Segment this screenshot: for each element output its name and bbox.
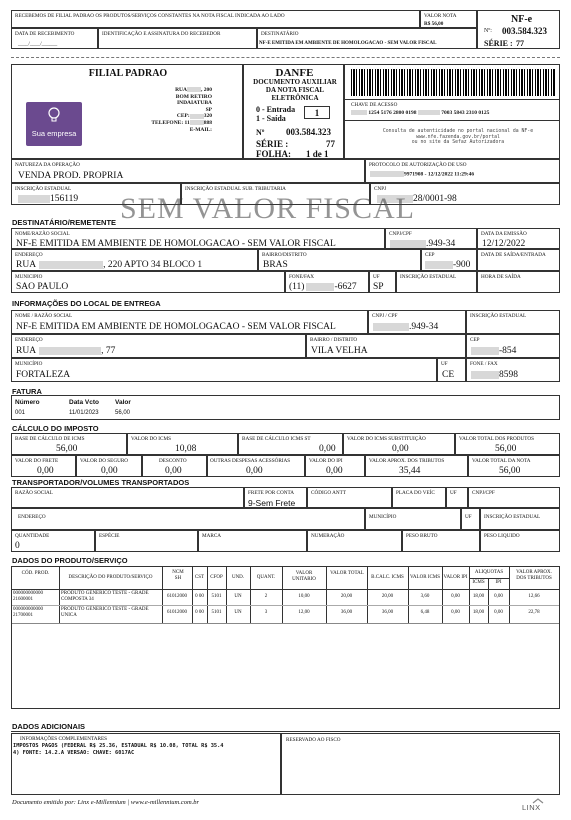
emitente-telefone: 888 <box>203 119 212 126</box>
danfe-saida: 1 - Saída <box>256 114 286 123</box>
info-label: INFORMAÇÕES COMPLEMENTARES <box>20 736 108 742</box>
dest-municipio-box <box>11 271 285 293</box>
transp-uf <box>446 487 468 508</box>
canhoto-destinatario-box <box>257 28 477 49</box>
transp-ie-label: INSCRIÇÃO ESTADUAL <box>484 514 541 520</box>
transp-uf2 <box>461 508 480 530</box>
dest-hora-box <box>477 271 560 293</box>
dest-ie-label: INSCRIÇÃO ESTADUAL <box>400 274 457 280</box>
ie-label: INSCRIÇÃO ESTADUAL <box>15 186 72 192</box>
col-aliq-icms: ICMS <box>472 580 485 585</box>
transp-frete <box>244 487 307 508</box>
dest-cep-suffix: -900 <box>453 260 471 270</box>
ent-endereco-label: ENDEREÇO <box>15 337 43 343</box>
col-valor-ipi: VALOR IPI <box>443 575 468 580</box>
canhoto-destinatario-value: NF-E EMITIDA EM AMBIENTE DE HOMOLOGACAO - SEM VALOR FISCAL <box>259 41 437 46</box>
consulta-line1: Consulta de autenticidade no portal nacional da NF-e <box>382 129 534 134</box>
dest-fone-prefix: (11) <box>289 282 305 292</box>
dest-emissao-label: DATA DA EMISSÃO <box>481 231 527 237</box>
dest-bairro-label: BAIRRO/DISTRITO <box>262 252 307 258</box>
valor-nota-label: VALOR NOTA <box>424 13 457 19</box>
col-cst: CST <box>194 575 205 580</box>
emitente-cidade: INDAIATUBA <box>176 100 212 107</box>
barcode <box>351 69 555 96</box>
ent-bairro-label: BAIRRO / DISTRITO <box>310 337 358 343</box>
emitente-cep-label: CEP: <box>176 113 190 120</box>
emitente-name: FILIAL PADRAO <box>88 68 168 79</box>
fatura-box <box>11 395 560 420</box>
ent-cep-suffix: -854 <box>499 346 517 356</box>
lightbulb-icon <box>47 107 61 123</box>
dest-cnpj-suffix: .949-34 <box>426 239 456 249</box>
dest-uf-label: UF <box>373 274 380 280</box>
canhoto-nfe-title: NF-e <box>511 14 533 25</box>
info-line2: 4) FONTE: 14.2.A VERSAO: CHAVE: 6017AC <box>13 749 135 756</box>
imp-desconto <box>142 455 207 477</box>
transp-quantidade <box>11 530 95 552</box>
row2-valor-total: 36,00 <box>340 610 353 615</box>
dest-endereco-label: ENDEREÇO <box>15 252 43 258</box>
ent-cnpj <box>373 322 438 332</box>
row2-aprox: 22,78 <box>528 610 540 615</box>
col-descricao: DESCRIÇÃO DO PRODUTO/SERVIÇO <box>68 575 153 580</box>
transp-endereco <box>11 508 365 530</box>
imp-frete-label: VALOR DO FRETE <box>15 458 59 464</box>
ent-endereco-suffix: , 77 <box>101 346 116 356</box>
imp-total-nota-label: VALOR TOTAL DA NOTA <box>472 458 531 464</box>
row1-cfop: 5101 <box>211 594 222 599</box>
ent-ie-label: INSCRIÇÃO ESTADUAL <box>470 313 527 319</box>
ie-suffix: 156119 <box>50 194 79 204</box>
fatura-valor: 56,00 <box>115 410 131 416</box>
row2-valor-unit: 12,00 <box>298 610 310 615</box>
imp-total-produtos <box>455 433 560 455</box>
fatura-data: 11/01/2023 <box>69 410 99 416</box>
fatura-data-label: Data Vcto <box>69 399 99 406</box>
imp-desconto-value: 0,00 <box>165 466 182 476</box>
reservado-fisco <box>281 733 560 795</box>
row2-ncm: 61012000 <box>167 610 187 615</box>
valor-nota-value: R$ 56,00 <box>424 21 444 27</box>
imp-desconto-label: DESCONTO <box>159 458 187 464</box>
row2-descricao: PRODUTO GENERICO TESTE - GRADE UNICA <box>61 607 149 618</box>
col-quant: QUANT. <box>256 575 276 580</box>
row2-valor-icms: 6,48 <box>420 610 430 615</box>
ent-cnpj-box <box>368 310 466 334</box>
dest-nome-label: NOME/RAZÃO SOCIAL <box>15 231 70 237</box>
row1-aliq-icms: 18,00 <box>472 594 485 599</box>
ent-fone-box <box>466 358 560 382</box>
emitente-email-label: E-MAIL: <box>189 126 212 133</box>
dest-cep <box>425 260 470 270</box>
footer-text: Documento emitido por: Linx e-Millennium | www.e-millennium.com.br <box>12 799 200 806</box>
dest-bairro: BRAS <box>263 260 288 270</box>
transp-placa-label: PLACA DO VEÍC <box>396 490 435 496</box>
imp-ipi-label: VALOR DO IPI <box>309 458 343 464</box>
danfe-folha-label: FOLHA: <box>256 149 291 159</box>
dest-fone-label: FONE/FAX <box>289 274 314 280</box>
danfe-tipo: 1 <box>304 106 330 119</box>
transp-uf-label: UF <box>450 490 457 496</box>
imp-base-st-label: BASE DE CÁLCULO ICMS ST <box>242 436 311 442</box>
ent-fone <box>471 370 518 380</box>
transp-municipio <box>365 508 461 530</box>
linx-logo-text: LINX <box>522 803 541 812</box>
imp-tributos-label: VALOR APROX. DOS TRIBUTOS <box>369 458 445 464</box>
imp-frete-value: 0,00 <box>37 466 54 476</box>
transportador-section: TRANSPORTADOR/VOLUMES TRANSPORTADOS <box>12 478 190 487</box>
dest-endereco-box <box>11 249 258 271</box>
dest-saida-label: DATA DE SAÍDA/ENTRADA <box>481 252 546 258</box>
row1-bcalc: 20,00 <box>381 594 394 599</box>
transp-peso-liquido <box>480 530 560 552</box>
data-recebimento-label: DATA DE RECEBIMENTO <box>15 31 75 37</box>
ent-municipio-label: MUNICÍPIO <box>15 361 43 367</box>
transp-especie <box>95 530 198 552</box>
transp-numeracao-label: NUMERAÇÃO <box>311 533 345 539</box>
imp-outras-value: 0,00 <box>246 466 263 476</box>
dest-cnpj-box <box>385 228 477 249</box>
adicionais-section: DADOS ADICIONAIS <box>12 722 86 731</box>
dest-nome: NF-E EMITIDA EM AMBIENTE DE HOMOLOGACAO - SEM VALOR FISCAL <box>16 239 336 249</box>
row2-cfop: 5101 <box>211 610 222 615</box>
ent-cep-label: CEP <box>470 337 480 343</box>
danfe-folha: 1 de 1 <box>306 149 329 159</box>
info-text <box>13 743 223 756</box>
emitente-uf: SP <box>205 106 212 113</box>
imp-ipi-value: 0,00 <box>326 466 343 476</box>
row1-quant: 2 <box>264 594 268 599</box>
transp-peso-bruto <box>402 530 480 552</box>
danfe-numero-label: Nº <box>256 128 265 137</box>
dest-fone-box <box>285 271 369 293</box>
transp-endereco-label: ENDEREÇO <box>18 514 46 520</box>
imp-outras-label: OUTRAS DESPESAS ACESSÓRIAS <box>210 458 291 464</box>
ent-fone-suffix: 8598 <box>499 370 518 380</box>
row1-descricao: PRODUTO GENERICO TESTE - GRADE COMPOSTA 34 <box>61 591 149 602</box>
canhoto-numero: 003.584.323 <box>502 26 547 36</box>
ent-fone-label: FONE / FAX <box>470 361 498 367</box>
transp-peso-bruto-label: PESO BRUTO <box>406 533 438 539</box>
col-valor-total: VALOR TOTAL <box>330 571 364 576</box>
imp-base-icms-label: BASE DE CÁLCULO DE ICMS <box>15 436 85 442</box>
ent-cnpj-suffix: .949-34 <box>409 322 439 332</box>
transp-cnpj-label: CNPJ/CPF <box>472 490 495 496</box>
ent-cnpj-label: CNPJ / CPF <box>372 313 398 319</box>
destinatario-section: DESTINATÁRIO/REMETENTE <box>12 218 117 227</box>
imp-base-icms-value: 56,00 <box>56 444 78 454</box>
emitente-rua-label: RUA <box>175 87 187 93</box>
ent-nome: NF-E EMITIDA EM AMBIENTE DE HOMOLOGACAO - SEM VALOR FISCAL <box>16 322 336 332</box>
dest-cep-box <box>421 249 477 271</box>
emitente-bairro: BOM RETIRO <box>175 93 212 100</box>
watermark: SEM VALOR FISCAL <box>120 192 415 225</box>
iest-label: INSCRIÇÃO ESTADUAL SUB. TRIBUTARIA <box>185 186 286 192</box>
row1-valor-ipi: 0,00 <box>451 594 460 599</box>
row2-quant: 3 <box>264 610 268 615</box>
danfe-serie-label: SÉRIE : <box>256 139 289 149</box>
transp-especie-label: ESPÉCIE <box>99 533 120 539</box>
danfe-entrada: 0 - Entrada <box>256 105 296 114</box>
protocolo-value <box>370 171 474 177</box>
col-cod: CÓD. PROD. <box>21 571 50 576</box>
consulta-line2[interactable]: www.nfe.fazenda.gov.br/portal <box>416 134 500 140</box>
dest-municipio: SAO PAULO <box>16 282 69 292</box>
imp-icms-sub-label: VALOR DO ICMS SUBSTITUIÇÃO <box>347 436 426 442</box>
danfe-serie: 77 <box>326 139 335 149</box>
imp-tributos <box>365 455 468 477</box>
dest-cnpj <box>390 239 455 249</box>
row2-cst: 0 00 <box>195 610 204 615</box>
ent-municipio: FORTALEZA <box>16 370 71 380</box>
ent-municipio-box <box>11 358 437 382</box>
transp-marca <box>198 530 307 552</box>
row1-valor-total: 20,00 <box>340 594 353 599</box>
ent-ie-box <box>466 310 560 334</box>
imp-base-st-value: 0,00 <box>319 444 336 454</box>
dest-emissao: 12/12/2022 <box>482 239 526 249</box>
info-line1: IMPOSTOS PAGOS (FEDERAL R$ 25.36, ESTADUAL R$ 10.08, TOTAL R$ 35.4 <box>13 743 224 749</box>
natureza-label: NATUREZA DA OPERAÇÃO <box>15 162 80 168</box>
ent-uf: CE <box>442 370 455 380</box>
dest-fone-suffix: -6627 <box>334 282 357 292</box>
col-valor-unit: VALOR UNITARIO <box>292 571 316 582</box>
imp-frete <box>11 455 76 477</box>
protocolo-label: PROTOCOLO DE AUTORIZAÇÃO DE USO <box>369 162 467 168</box>
col-aprox-tributos: VALOR APROX. DOS TRIBUTOS <box>516 570 552 581</box>
row1-und: UN <box>234 594 242 599</box>
transp-antt <box>307 487 392 508</box>
natureza-box <box>11 159 365 183</box>
imp-seguro-label: VALOR DO SEGURO <box>80 458 129 464</box>
emitente-rua-num: , 200 <box>201 87 212 93</box>
col-cfop: CFOP <box>210 575 223 580</box>
dest-uf-box <box>369 271 396 293</box>
imp-icms-sub-value: 0,00 <box>392 444 409 454</box>
ent-endereco-box <box>11 334 306 358</box>
dest-emissao-box <box>477 228 560 249</box>
transp-cnpj <box>468 487 560 508</box>
emitente-cep: 320 <box>203 113 212 120</box>
row1-valor-unit: 10,00 <box>298 594 310 599</box>
col-bcalc: B.CALC. ICMS <box>371 575 404 580</box>
row2-und: UN <box>234 610 242 615</box>
row2-aliq-icms: 18,00 <box>472 610 485 615</box>
consulta-line3: ou no site da Sefaz Autorizadora <box>411 140 505 146</box>
transp-placa <box>392 487 446 508</box>
dest-uf: SP <box>373 282 384 292</box>
cnpj-suffix: 28/0001-98 <box>413 194 457 204</box>
produtos-section: DADOS DO PRODUTO/SERVIÇO <box>12 556 128 565</box>
dest-saida-box <box>477 249 560 271</box>
ie-value <box>18 194 78 204</box>
imp-seguro-value: 0,00 <box>101 466 118 476</box>
emitente-address <box>102 87 212 133</box>
chave-consulta <box>365 129 551 146</box>
row1-cod: 000000000000 21600001 <box>13 591 43 602</box>
chave-box <box>344 64 560 159</box>
ent-cep-box <box>466 334 560 358</box>
col-ncm: NCM SH <box>172 570 184 581</box>
transp-quantidade-value: 0 <box>15 541 20 551</box>
emitente-box <box>11 64 243 159</box>
transp-marca-label: MARCA <box>202 533 222 539</box>
canhoto-serie-label: SÉRIE : <box>484 39 513 48</box>
cnpj-label: CNPJ <box>374 186 387 192</box>
dest-ie-box <box>396 271 477 293</box>
chave-value <box>351 110 489 116</box>
chave-label: CHAVE DE ACESSO <box>351 102 398 108</box>
natureza-value: VENDA PROD. PROPRIA <box>18 171 124 181</box>
emitente-logo-text: Sua empresa <box>31 129 77 138</box>
ent-uf-label: UF <box>441 361 448 367</box>
imp-base-st <box>238 433 343 455</box>
row2-valor-ipi: 0,00 <box>451 610 460 615</box>
data-recebimento-box <box>11 28 98 49</box>
identificacao-box <box>98 28 257 49</box>
col-aliq-ipi: IPI <box>495 580 502 585</box>
dest-municipio-label: MUNICIPIO <box>15 274 43 280</box>
dest-bairro-box <box>258 249 421 271</box>
data-recebimento-field: ____/____/______ <box>18 41 58 47</box>
transp-quantidade-label: QUANTIDADE <box>15 533 50 539</box>
ent-endereco-prefix: RUA <box>16 346 37 356</box>
emitente-telefone-label: TELEFONE: 11 <box>151 119 190 126</box>
imp-seguro <box>76 455 142 477</box>
transp-frete-value: 9-Sem Frete <box>248 498 296 508</box>
ent-bairro-box <box>306 334 466 358</box>
transp-numeracao <box>307 530 402 552</box>
transp-ie <box>480 508 560 530</box>
canhoto-destinatario-label: DESTINATÁRIO <box>261 31 299 37</box>
ent-cep <box>471 346 516 356</box>
imp-ipi <box>305 455 365 477</box>
fatura-valor-label: Valor <box>115 399 131 406</box>
imposto-section: CÁLCULO DO IMPOSTO <box>12 424 99 433</box>
col-valor-icms: VALOR ICMS <box>409 575 441 580</box>
ent-uf-box <box>437 358 466 382</box>
transp-peso-liquido-label: PESO LIQUIDO <box>484 533 520 539</box>
imp-tributos-value: 35,44 <box>399 466 421 476</box>
col-aliquotas: ALIQUOTAS <box>474 570 504 575</box>
dest-cnpj-label: CNPJ/CPF <box>389 231 412 237</box>
cut-line <box>11 57 560 58</box>
chave-part2: 7003 5843 2310 0125 <box>441 110 490 116</box>
danfe-subtitle: DOCUMENTO AUXILIAR DA NOTA FISCAL ELETRÔNICA <box>253 78 337 102</box>
chave-part1: 1254 5176 2800 0198 <box>368 110 417 116</box>
dest-endereco <box>16 260 202 270</box>
recebemos-text: RECEBEMOS DE FILIAL PADRAO OS PRODUTOS/SERVIÇOS CONSTANTES NA NOTA FISCAL INDICADA AO LADO <box>15 13 285 19</box>
danfe-title: DANFE <box>275 67 314 79</box>
row1-cst: 0 00 <box>195 594 204 599</box>
imp-valor-icms-value: 10,08 <box>175 444 197 454</box>
transp-antt-label: CÓDIGO ANTT <box>311 490 347 496</box>
protocolo-text: 9971908 - 12/12/2022 11:29:46 <box>404 171 475 178</box>
fatura-section: FATURA <box>12 387 42 396</box>
ent-nome-box <box>11 310 368 334</box>
valor-nota-box <box>420 10 477 28</box>
dest-hora-label: HORA DE SAÍDA <box>481 274 521 280</box>
canhoto-recebemos <box>11 10 420 28</box>
identificacao-label: IDENTIFICAÇÃO E ASSINATURA DO RECEBEDOR <box>102 31 221 37</box>
transp-razao <box>11 487 244 508</box>
imp-total-produtos-value: 56,00 <box>495 444 517 454</box>
transp-municipio-label: MUNICÍPIO <box>369 514 397 520</box>
linx-logo <box>522 798 550 812</box>
row1-aprox: 12,66 <box>528 594 540 599</box>
row1-valor-icms: 3,60 <box>420 594 430 599</box>
canhoto-nfe-box <box>477 10 560 49</box>
imp-total-nota <box>468 455 560 477</box>
row2-bcalc: 36,00 <box>381 610 394 615</box>
dest-endereco-suffix: , 220 APTO 34 BLOCO 1 <box>103 260 203 270</box>
row2-cod: 000000000000 21700001 <box>13 607 43 618</box>
produtos-table <box>11 566 560 709</box>
row2-aliq-ipi: 0,00 <box>494 610 503 615</box>
dest-nome-box <box>11 228 385 249</box>
ent-bairro: VILA VELHA <box>311 346 368 356</box>
danfe-numero: 003.584.323 <box>286 127 331 137</box>
emitente-logo <box>26 102 82 146</box>
imp-icms-sub <box>343 433 455 455</box>
imp-valor-icms-label: VALOR DO ICMS <box>131 436 171 442</box>
row1-ncm: 61012000 <box>167 594 187 599</box>
entrega-section: INFORMAÇÕES DO LOCAL DE ENTREGA <box>12 299 161 308</box>
info-complementares <box>11 733 281 795</box>
danfe-box <box>243 64 344 159</box>
protocolo-box <box>365 159 560 183</box>
row1-aliq-ipi: 0,00 <box>494 594 503 599</box>
transp-uf2-label: UF <box>465 514 472 520</box>
ent-endereco <box>16 346 115 356</box>
col-und: UND. <box>231 575 245 580</box>
fisco-label: RESERVADO AO FISCO <box>286 737 341 743</box>
imp-total-nota-value: 56,00 <box>499 466 521 476</box>
ent-nome-label: NOME / RAZÃO SOCIAL <box>15 313 73 319</box>
imp-total-produtos-label: VALOR TOTAL DOS PRODUTOS <box>459 436 534 442</box>
transp-razao-label: RAZÃO SOCIAL <box>15 490 53 496</box>
fatura-numero: 001 <box>15 410 26 416</box>
imp-outras <box>207 455 305 477</box>
canhoto-numero-label: Nº: <box>484 28 492 34</box>
dest-fone <box>289 282 357 292</box>
imp-base-icms <box>11 433 127 455</box>
dest-endereco-prefix: RUA <box>16 260 37 270</box>
dest-cep-label: CEP <box>425 252 435 258</box>
canhoto-serie: 77 <box>516 39 524 48</box>
transp-frete-label: FRETE POR CONTA <box>248 490 294 496</box>
imp-valor-icms <box>127 433 238 455</box>
fatura-numero-label: Número <box>15 399 40 406</box>
